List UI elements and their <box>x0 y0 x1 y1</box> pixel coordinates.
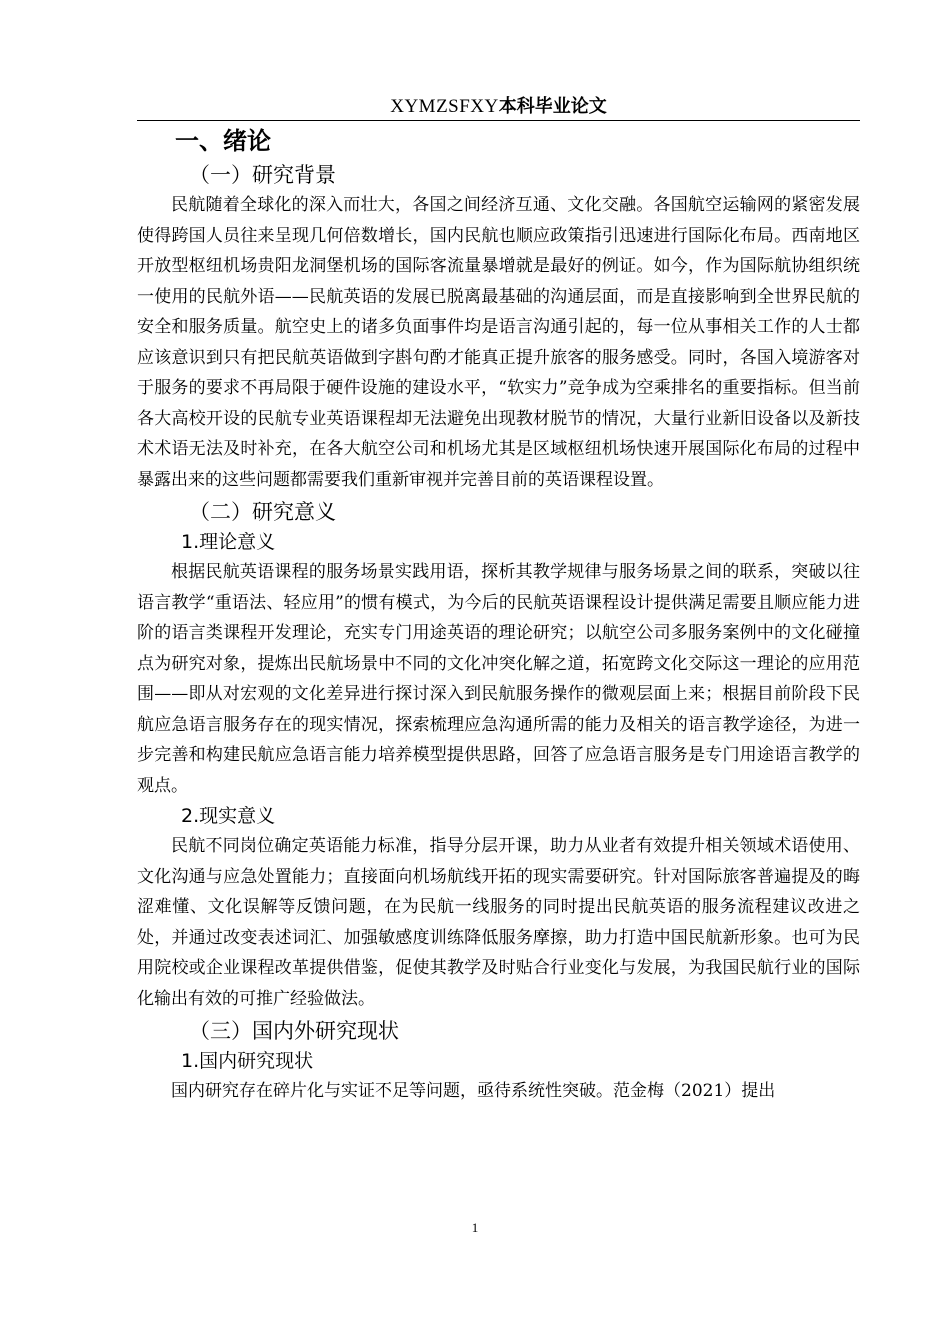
section-title-status: （三）国内外研究现状 <box>189 1019 399 1043</box>
header-label: 本科毕业论文 <box>498 96 607 117</box>
section-title-significance: （二）研究意义 <box>189 500 336 524</box>
page-header <box>137 92 860 121</box>
chapter-title: 一、绪论 <box>175 127 271 155</box>
section-title-background: （一）研究背景 <box>189 163 336 187</box>
document-body <box>137 124 860 1107</box>
subsection-title-practice: 2.现实意义 <box>181 805 276 827</box>
paragraph-theory: 根据民航英语课程的服务场景实践用语，探析其教学规律与服务场景之间的联系，突破以往语言教学“重语法、轻应用”的惯有模式，为今后的民航英语课程设计提供满足需要且顺应能力进阶的语言类课程开发理论，充实专门用途英语的理论研究；以航空公司多服务案例中的文化碰撞点为研究对象，提炼出民航场景中不同的文化冲突化解之道，拓宽跨文化交际这一理论的应用范围——即从对宏观的文化差异进行探讨深入到民航服务操作的微观层面上来；根据目前阶段下民航应急语言服务存在的现实情况，探索梳理应急沟通所需的能力及相关的语言教学途径，为进一步完善和构建民航应急语言能力培养模型提供思路，回答了应急语言服务是专门用途语言教学的观点。 <box>137 562 860 796</box>
subsection-title-theory: 1.理论意义 <box>181 531 276 553</box>
header-code: XYMZSFXY <box>390 96 499 117</box>
paragraph-domestic: 国内研究存在碎片化与实证不足等问题，亟待系统性突破。范金梅（2021）提出 <box>171 1081 776 1101</box>
subsection-title-domestic: 1.国内研究现状 <box>181 1050 314 1072</box>
paragraph-practice: 民航不同岗位确定英语能力标准，指导分层开课，助力从业者有效提升相关领域术语使用、文化沟通与应急处置能力；直接面向机场航线开拓的现实需要研究。针对国际旅客普遍提及的晦涩难懂、文化误解等反馈问题，在为民航一线服务的同时提出民航英语的服务流程建议改进之处，并通过改变表述词汇、加强敏感度训练降低服务摩擦，助力打造中国民航新形象。也可为民用院校或企业课程改革提供借鉴，促使其教学及时贴合行业变化与发展，为我国民航行业的国际化输出有效的可推广经验做法。 <box>137 836 860 1009</box>
paragraph-background: 民航随着全球化的深入而壮大，各国之间经济互通、文化交融。各国航空运输网的紧密发展使得跨国人员往来呈现几何倍数增长，国内民航也顺应政策指引迅速进行国际化布局。西南地区开放型枢纽机场贵阳龙洞堡机场的国际客流量暴增就是最好的例证。如今，作为国际航协组织统一使用的民航外语——民航英语的发展已脱离最基础的沟通层面，而是直接影响到全世界民航的安全和服务质量。航空史上的诸多负面事件均是语言沟通引起的，每一位从事相关工作的人士都应该意识到只有把民航英语做到字斟句酌才能真正提升旅客的服务感受。同时，各国入境游客对于服务的要求不再局限于硬件设施的建设水平，“软实力”竞争成为空乘排名的重要指标。但当前各大高校开设的民航专业英语课程却无法避免出现教材脱节的情况，大量行业新旧设备以及新技术术语无法及时补充，在各大航空公司和机场尤其是区域枢纽机场快速开展国际化布局的过程中暴露出来的这些问题都需要我们重新审视并完善目前的英语课程设置。 <box>137 195 860 490</box>
page-number: 1 <box>471 1220 479 1235</box>
